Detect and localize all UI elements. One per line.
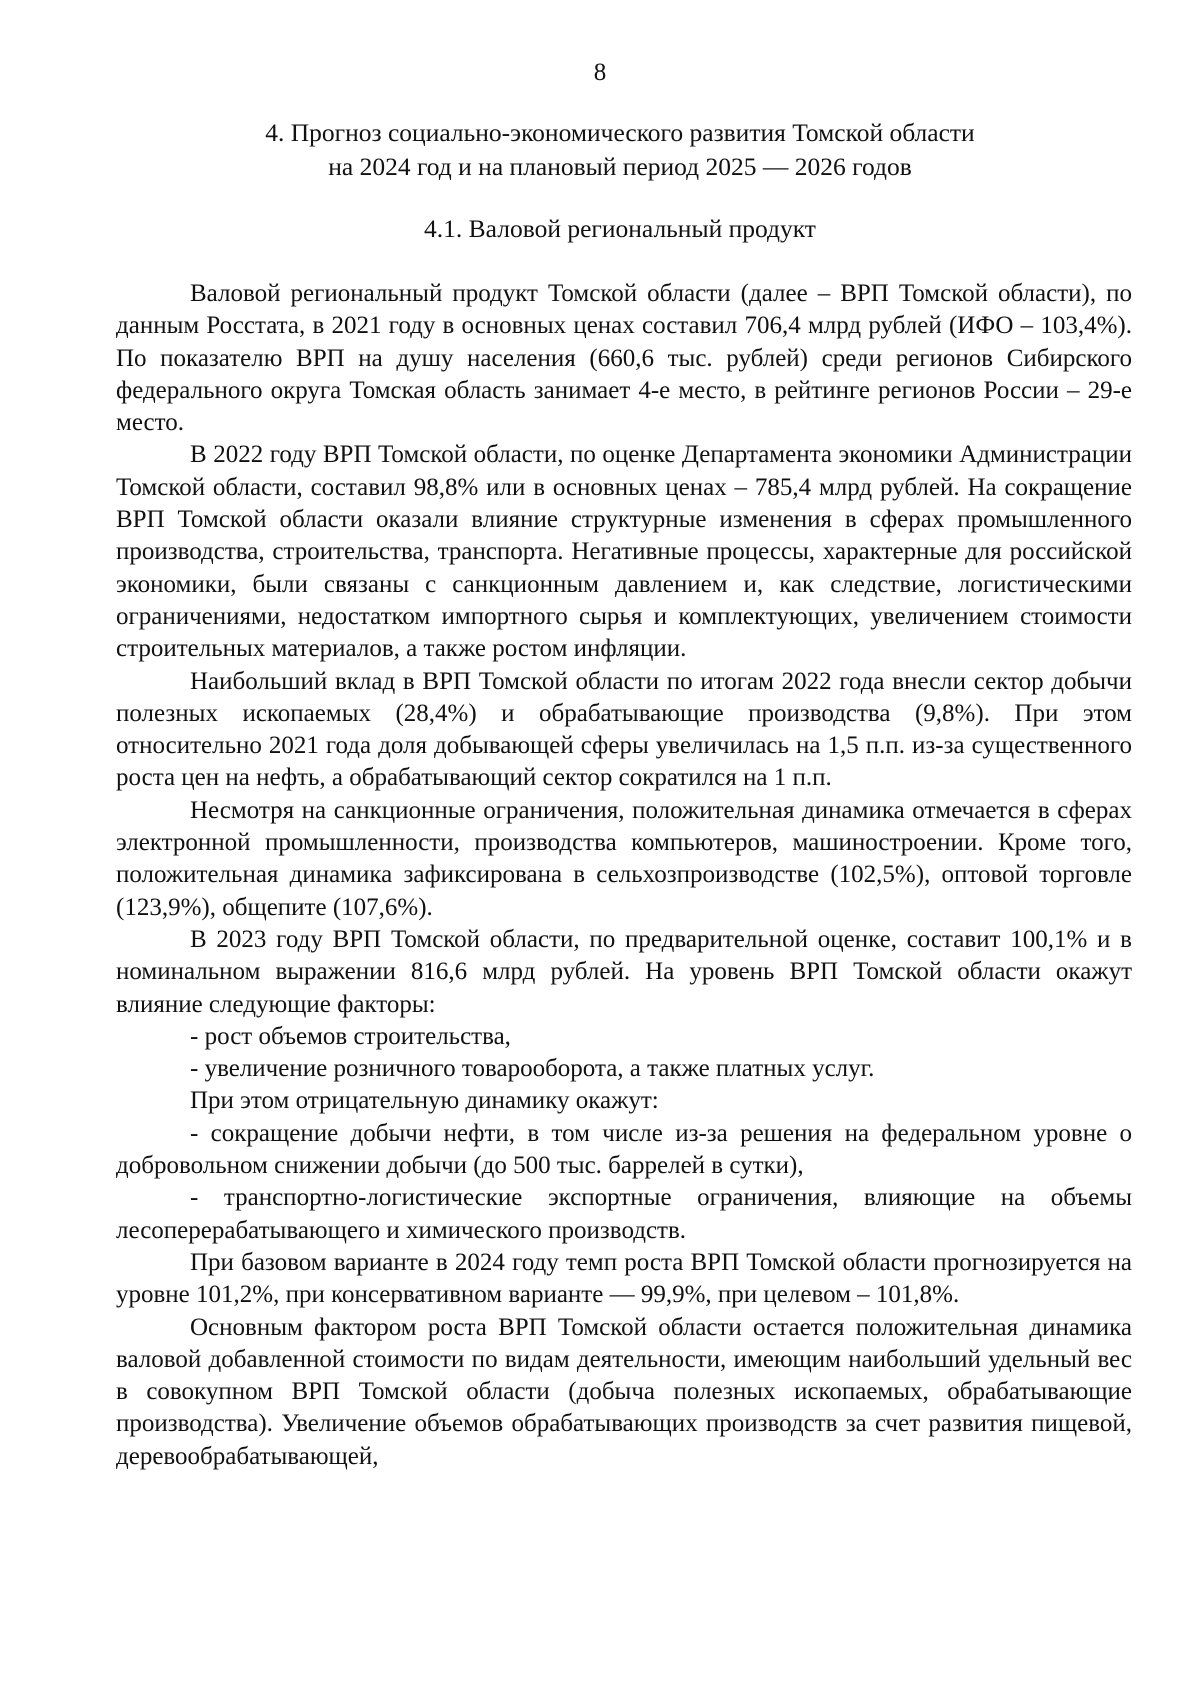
list-item-transport-logistics: - транспортно-логистические экспортные ограничения, влияющие на объемы лесоперерабатывающего и химического производств.: [116, 1184, 1132, 1244]
paragraph-negative-dynamics: При этом отрицательную динамику окажут:: [190, 1087, 659, 1115]
list-item-oil-production: - сокращение добычи нефти, в том числе из-за решения на федеральном уровне о добровольном снижении добычи (до 500 тыс. баррелей в сутки),: [116, 1119, 1132, 1180]
paragraph-grp-2024-forecast: При базовом варианте в 2024 году темп роста ВРП Томской области прогнозируется на уровне 101,2%, при консервативном варианте — 99,9%, при целевом – 101,8%.: [116, 1248, 1132, 1309]
section-heading-line-1: 4. Прогноз социально-экономического развития Томской области: [265, 118, 975, 147]
paragraph-positive-dynamics: Несмотря на санкционные ограничения, положительная динамика отмечается в сферах электронной промышленности, производства компьютеров, машиностроении. Кроме того, положительная динамика зафиксирована в сельхозпроизводстве (102,5%), оптовой торговле (123,9%), общепите (107,6%).: [116, 796, 1132, 921]
paragraph-grp-2021: Валовой региональный продукт Томской области (далее – ВРП Томской области), по данным Росстата, в 2021 году в основных ценах составил 706,4 млрд рублей (ИФО – 103,4%). По показателю ВРП на душу населения (660,6 тыс. рублей) среди регионов Сибирского федерального округа Томская область занимает 4-е место, в рейтинге регионов России – 29-е место.: [116, 280, 1132, 437]
list-item-construction: - рост объемов строительства,: [190, 1022, 511, 1050]
body-text: [116, 278, 1132, 1473]
page-number: 8: [593, 59, 607, 86]
paragraph-growth-factor: Основным фактором роста ВРП Томской области остается положительная динамика валовой добавленной стоимости по видам деятельности, имеющим наибольший удельный вес в совокупном ВРП Томской области (добыча полезных ископаемых, обрабатывающие производства). Увеличение объемов обрабатывающих производств за счет развития пищевой, деревообрабатывающей,: [116, 1313, 1132, 1470]
paragraph-grp-2022: В 2022 году ВРП Томской области, по оценке Департамента экономики Администрации Томской области, составил 98,8% или в основных ценах – 785,4 млрд рублей. На сокращение ВРП Томской области оказали влияние структурные изменения в сферах промышленного производства, строительства, транспорта. Негативные процессы, характерные для российской экономики, были связаны с санкционным давлением и, как следствие, логистическими ограничениями, недостатком импортного сырья и комплектующих, увеличением стоимости строительных материалов, а также ростом инфляции.: [116, 441, 1132, 663]
section-heading: [120, 116, 1120, 184]
paragraph-largest-contribution: Наибольший вклад в ВРП Томской области по итогам 2022 года внесли сектор добычи полезных ископаемых (28,4%) и обрабатывающие производства (9,8%). При этом относительно 2021 года доля добывающей сферы увеличилась на 1,5 п.п. из-за существенного роста цен на нефть, а обрабатывающий сектор сократился на 1 п.п.: [116, 667, 1132, 792]
list-item-retail: - увеличение розничного товарооборота, а также платных услуг.: [190, 1055, 875, 1083]
section-heading-line-2: на 2024 год и на плановый период 2025 — 2026 годов: [328, 152, 912, 181]
subsection-heading: 4.1. Валовой региональный продукт: [424, 214, 816, 243]
paragraph-grp-2023: В 2023 году ВРП Томской области, по предварительной оценке, составит 100,1% и в номинальном выражении 816,6 млрд рублей. На уровень ВРП Томской области окажут влияние следующие факторы:: [116, 925, 1132, 1018]
